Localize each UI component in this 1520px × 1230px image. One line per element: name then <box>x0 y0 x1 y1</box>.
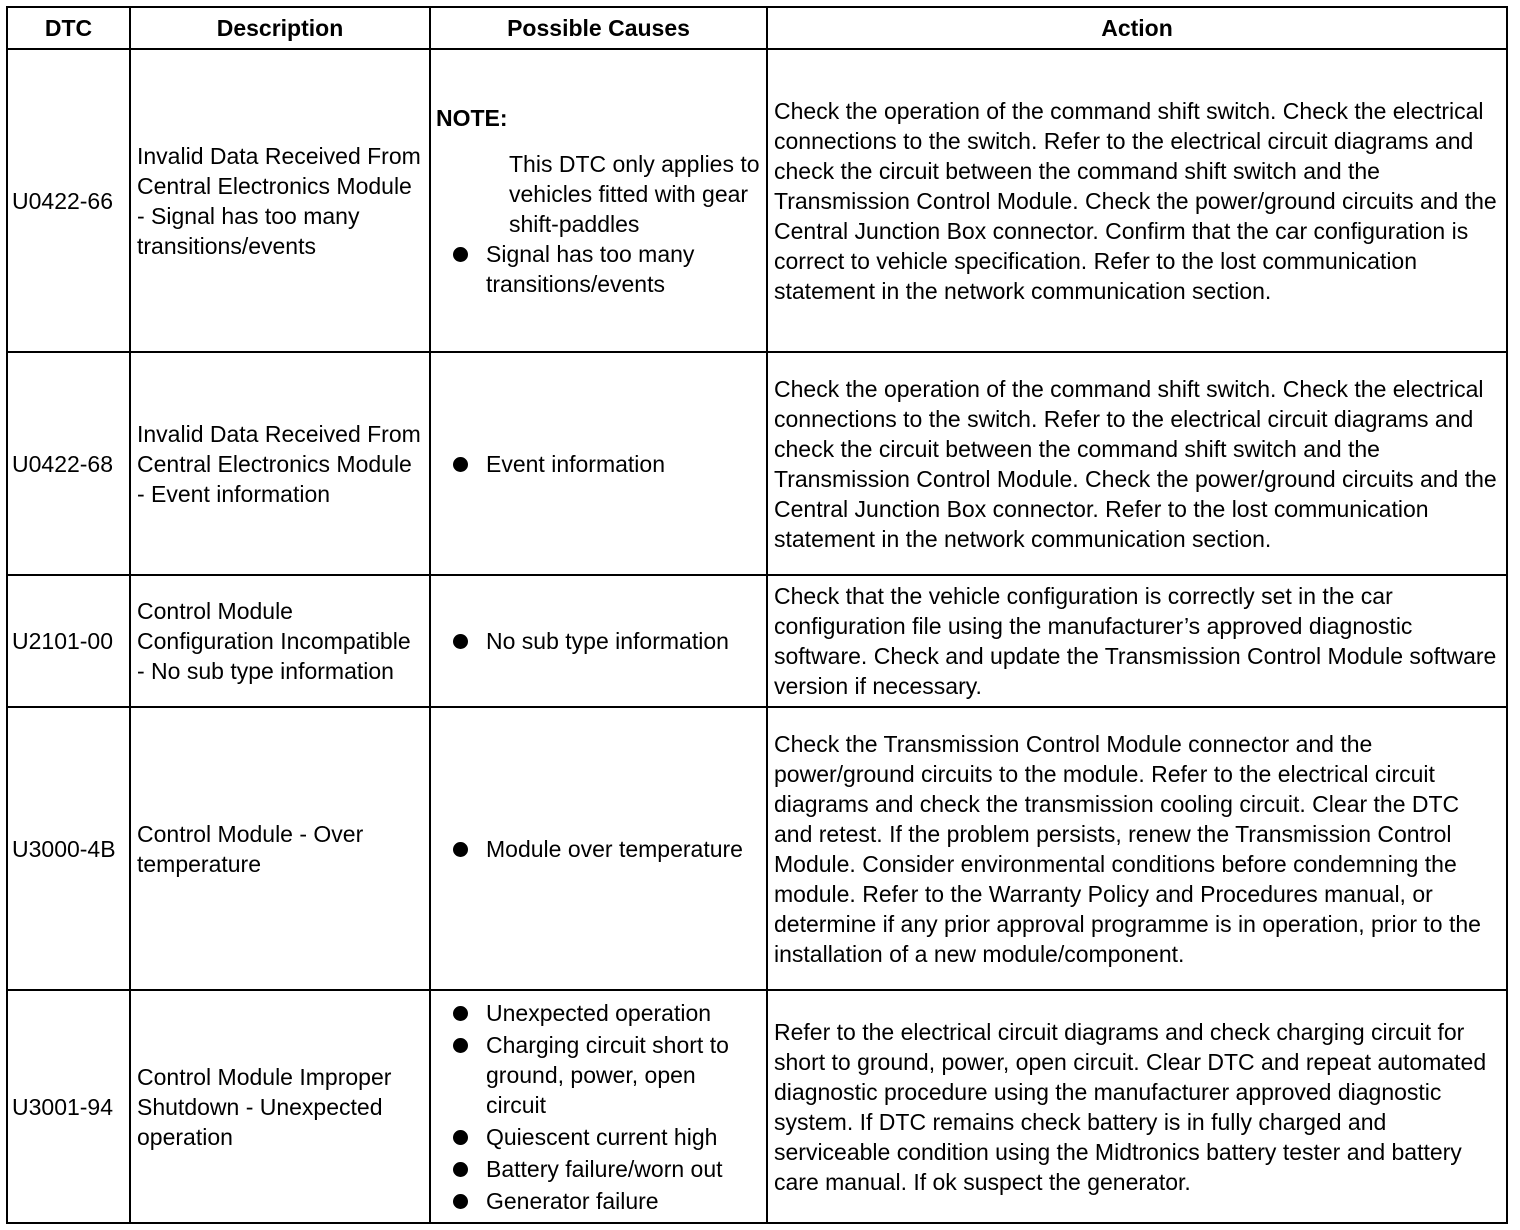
dtc-description: Control Module Configuration Incompatible - No sub type information <box>130 575 430 707</box>
action-text: Refer to the electrical circuit diagrams and check charging circuit for short to ground, power, open circuit. Clear DTC and repeat automated diagnostic procedure using the manufacturer approved diagnostic system. If DTC remains check battery is in fully charged and serviceable condition using the Midtronics battery tester and battery care manual. If ok suspect the generator. <box>767 990 1507 1223</box>
header-dtc: DTC <box>7 7 130 49</box>
possible-causes <box>430 49 767 352</box>
action-text: Check the Transmission Control Module connector and the power/ground circuits to the module. Refer to the electrical circuit diagrams and check the transmission cooling circuit. Clear the DTC and retest. If the problem persists, renew the Transmission Control Module. Consider environmental conditions before condemning the module. Refer to the Warranty Policy and Procedures manual, or determine if any prior approval programme is in operation, prior to the installation of a new module/component. <box>767 707 1507 990</box>
dtc-code: U3001-94 <box>7 990 130 1223</box>
note-text: This DTC only applies to vehicles fitted with gear shift-paddles <box>509 150 760 237</box>
header-description: Description <box>130 7 430 49</box>
causes-list <box>436 239 761 299</box>
dtc-table <box>6 6 1508 1224</box>
list-item: Charging circuit short to ground, power, open circuit <box>436 1030 761 1120</box>
possible-causes <box>430 990 767 1223</box>
list-item: Generator failure <box>436 1186 761 1216</box>
possible-causes <box>430 575 767 707</box>
possible-causes <box>430 707 767 990</box>
table-row <box>7 352 1507 575</box>
table-row <box>7 49 1507 352</box>
causes-list <box>436 449 761 479</box>
causes-list <box>436 626 761 656</box>
table-row <box>7 575 1507 707</box>
header-action: Action <box>767 7 1507 49</box>
dtc-description: Control Module Improper Shutdown - Unexpected operation <box>130 990 430 1223</box>
action-text: Check the operation of the command shift switch. Check the electrical connections to the switch. Refer to the electrical circuit diagrams and check the circuit between the command shift switch and the Transmission Control Module. Check the power/ground circuits and the Central Junction Box connector. Refer to the lost communication statement in the network communication section. <box>767 352 1507 575</box>
table-row <box>7 707 1507 990</box>
dtc-description: Invalid Data Received From Central Electronics Module - Event information <box>130 352 430 575</box>
table-row <box>7 990 1507 1223</box>
bullet-icon <box>453 457 468 472</box>
bullet-icon <box>453 634 468 649</box>
list-item: Event information <box>436 449 761 479</box>
causes-list <box>436 834 761 864</box>
bullet-icon <box>453 1162 468 1177</box>
header-row <box>7 7 1507 49</box>
dtc-description: Invalid Data Received From Central Electronics Module - Signal has too many transitions/events <box>130 49 430 352</box>
list-item: Battery failure/worn out <box>436 1154 761 1184</box>
action-text: Check the operation of the command shift switch. Check the electrical connections to the switch. Refer to the electrical circuit diagrams and check the circuit between the command shift switch and the Transmission Control Module. Check the power/ground circuits and the Central Junction Box connector. Confirm that the car configuration is correct to vehicle specification. Refer to the lost communication statement in the network communication section. <box>767 49 1507 352</box>
causes-list <box>436 998 761 1216</box>
list-item: Module over temperature <box>436 834 761 864</box>
dtc-code: U0422-68 <box>7 352 130 575</box>
dtc-description: Control Module - Over temperature <box>130 707 430 990</box>
dtc-code: U2101-00 <box>7 575 130 707</box>
list-item: Quiescent current high <box>436 1122 761 1152</box>
list-item: Signal has too many transitions/events <box>436 239 761 299</box>
possible-causes <box>430 352 767 575</box>
note-label: NOTE: <box>436 104 508 131</box>
bullet-icon <box>453 1130 468 1145</box>
bullet-icon <box>453 1038 468 1053</box>
bullet-icon <box>453 1006 468 1021</box>
bullet-icon <box>453 842 468 857</box>
bullet-icon <box>453 247 468 262</box>
bullet-icon <box>453 1194 468 1209</box>
list-item: No sub type information <box>436 626 761 656</box>
list-item: Unexpected operation <box>436 998 761 1028</box>
dtc-code: U3000-4B <box>7 707 130 990</box>
action-text: Check that the vehicle configuration is correctly set in the car configuration file using the manufacturer’s approved diagnostic software. Check and update the Transmission Control Module software version if necessary. <box>767 575 1507 707</box>
dtc-code: U0422-66 <box>7 49 130 352</box>
header-possible-causes: Possible Causes <box>430 7 767 49</box>
